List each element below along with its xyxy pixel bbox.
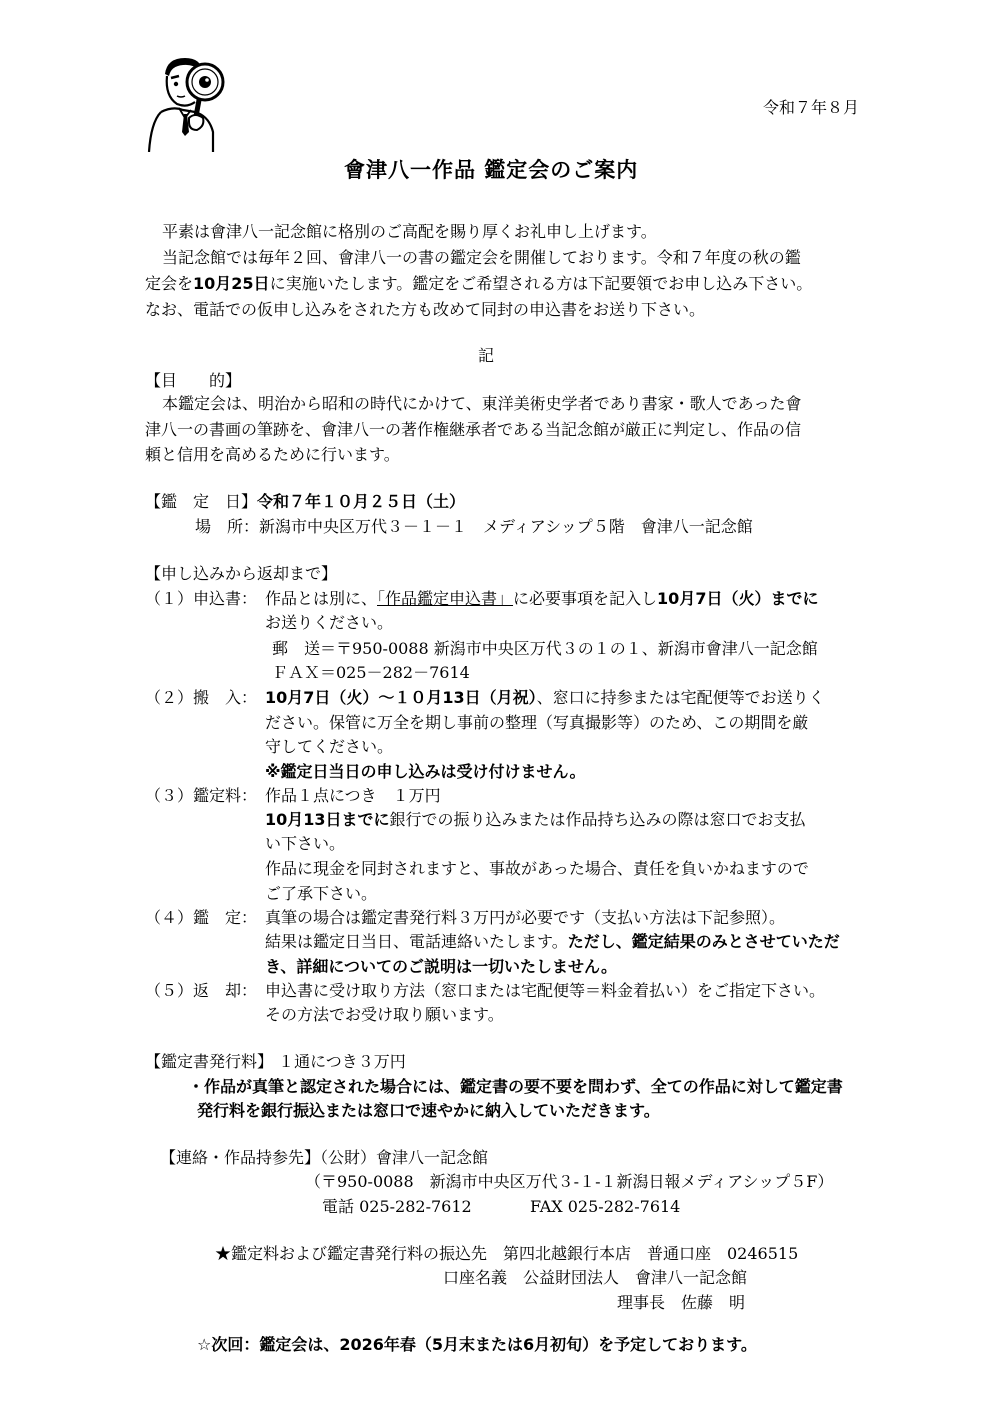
intro-line-4: なお、電話での仮申し込みをされた方も改めて同封の申込書をお送り下さい。 <box>145 300 706 319</box>
mail-address: 郵 送＝〒950-0088 新潟市中央区万代３の１の１、新潟市會津八一記念館 <box>272 639 818 658</box>
bank-representative: 理事長 佐藤 明 <box>617 1293 746 1312</box>
process-item-1-label: （１）申込書： <box>145 589 258 608</box>
process-item-2-line-1-post: 、窓口に持参または宅配便等でお送りく <box>536 688 825 707</box>
contact-org: （公財）會津八一記念館 <box>320 1148 489 1167</box>
process-item-4-line-3: き、詳細についてのご説明は一切いたしません。 <box>265 957 618 976</box>
fax-number: ＦＡＸ＝025－282－7614 <box>272 663 470 682</box>
process-item-2-line-1 <box>265 686 825 709</box>
intro-line-1: 平素は會津八一記念館に格別のご高配を賜り厚くお礼申し上げます。 <box>162 222 657 241</box>
intro-line-3-post: に実施いたします。鑑定をご希望される方は下記要領でお申し込み下さい。 <box>269 274 813 293</box>
issue-date: 令和７年８月 <box>763 98 860 117</box>
schedule-place-row <box>195 515 753 538</box>
process-item-3-line-2 <box>265 808 806 831</box>
intro-line-3 <box>145 272 812 295</box>
application-deadline: 10月7日（火）までに <box>657 589 819 608</box>
contact-fax: FAX 025-282-7614 <box>530 1197 681 1216</box>
purpose-heading: 【目 的】 <box>145 371 242 390</box>
process-item-1-text-mid: に必要事項を記入し <box>513 589 658 608</box>
certificate-fee: １通につき３万円 <box>278 1052 406 1071</box>
delivery-period: 10月7日（火）～１０月13日（月祝） <box>265 688 537 707</box>
schedule-place-value: 新潟市中央区万代３－１－１ メディアシップ５階 會津八一記念館 <box>259 517 753 536</box>
schedule-date-label: 【鑑 定 日】 <box>145 492 258 511</box>
process-item-4-line-2-bold: ただし、鑑定結果のみとさせていただ <box>567 932 840 951</box>
process-item-2-line-2: ださい。保管に万全を期し事前の整理（写真撮影等）のため、この期間を厳 <box>265 713 809 732</box>
process-item-4-line-1: 真筆の場合は鑑定書発行料３万円が必要です（支払い方法は下記参照）。 <box>265 908 786 927</box>
intro-line-2: 当記念館では毎年２回、會津八一の書の鑑定会を開催しております。令和７年度の秋の鑑 <box>162 248 801 267</box>
process-item-3-line-2-post: 銀行での振り込みまたは作品持ち込みの際は窓口でお支払 <box>389 810 806 829</box>
intro-event-date: 10月25日 <box>193 274 270 293</box>
process-item-2-line-3: 守してください。 <box>265 737 394 756</box>
schedule-place-label: 場 所： <box>195 517 260 536</box>
purpose-line-2: 津八一の書画の筆跡を、會津八一の著作権継承者である当記念館が厳正に判定し、作品の信 <box>145 420 802 439</box>
schedule-date-row <box>145 490 465 513</box>
magnifying-glass-man-icon <box>143 52 233 152</box>
contact-address: （〒950-0088 新潟市中央区万代３-１-１新潟日報メディアシップ５F） <box>305 1172 834 1191</box>
process-item-1-line-1 <box>265 587 818 610</box>
contact-phone: 電話 025-282-7612 <box>322 1197 472 1216</box>
certificate-heading: 【鑑定書発行料】 <box>145 1052 274 1071</box>
intro-line-3-pre: 定会を <box>145 274 194 293</box>
process-item-2-note: ※鑑定日当日の申し込みは受け付けません。 <box>265 762 586 781</box>
bank-line-1: ★鑑定料および鑑定書発行料の振込先 第四北越銀行本店 普通口座 0246515 <box>215 1244 799 1263</box>
certificate-line-2: 発行料を銀行振込または窓口で速やかに納入していただきます。 <box>197 1101 660 1120</box>
process-item-3-line-1: 作品１点につき １万円 <box>265 786 441 805</box>
process-item-5-line-2: その方法でお受け取り願います。 <box>265 1005 504 1024</box>
purpose-line-3: 頼と信用を高めるために行います。 <box>145 445 400 464</box>
process-item-4-line-2 <box>265 930 840 953</box>
certificate-row <box>145 1050 406 1073</box>
contact-row <box>160 1146 488 1169</box>
bank-account-name: 口座名義 公益財団法人 會津八一記念館 <box>443 1268 748 1287</box>
contact-heading: 【連絡・作品持参先】 <box>160 1148 321 1167</box>
process-item-5-line-1: 申込書に受け取り方法（窓口または宅配便等＝料金着払い）をご指定下さい。 <box>265 981 826 1000</box>
process-item-3-line-3: い下さい。 <box>265 834 346 853</box>
process-item-2-label: （２）搬 入： <box>145 688 258 707</box>
purpose-line-1: 本鑑定会は、明治から昭和の時代にかけて、東洋美術史学者であり書家・歌人であった會 <box>162 394 802 413</box>
process-item-5-label: （５）返 却： <box>145 981 258 1000</box>
payment-deadline: 10月13日までに <box>265 810 390 829</box>
process-item-1-text-pre: 作品とは別に、 <box>265 589 378 608</box>
process-item-3-label: （３）鑑定料： <box>145 786 258 805</box>
process-heading: 【申し込みから返却まで】 <box>145 564 338 583</box>
schedule-date-value: 令和７年１０月２５日（土） <box>257 492 466 511</box>
process-item-3-line-4: 作品に現金を同封されますと、事故があった場合、責任を負いかねますので <box>265 859 809 878</box>
application-form-name: 「作品鑑定申込書」 <box>377 589 514 608</box>
process-item-1-line-2: お送りください。 <box>265 613 394 632</box>
process-item-4-line-2-pre: 結果は鑑定日当日、電話連絡いたします。 <box>265 932 568 951</box>
certificate-line-1: ・作品が真筆と認定された場合には、鑑定書の要不要を問わず、全ての作品に対して鑑定書 <box>188 1077 843 1096</box>
page-title: 會津八一作品 鑑定会のご案内 <box>344 158 639 182</box>
next-event-notice: ☆次回：鑑定会は、2026年春（5月末または6月初旬）を予定しております。 <box>197 1335 757 1354</box>
process-item-4-label: （４）鑑 定： <box>145 908 258 927</box>
process-item-3-line-5: ご了承下さい。 <box>265 884 378 903</box>
ki-heading: 記 <box>478 346 495 365</box>
